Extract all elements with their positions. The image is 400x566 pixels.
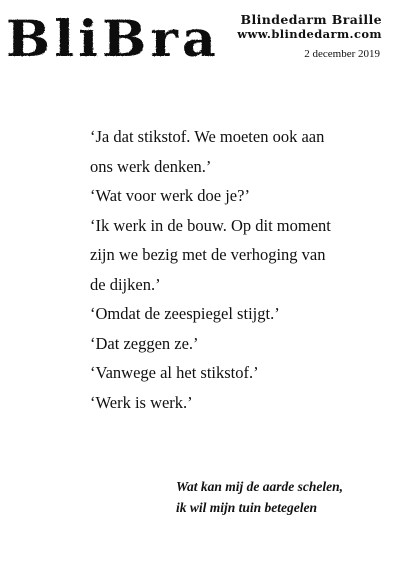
issue-date: 2 december 2019 [304, 48, 380, 60]
story-line: ‘Werk is werk.’ [90, 392, 193, 412]
story-line: ‘Vanwege al het stikstof.’ [90, 363, 259, 382]
story-line: ‘Dat zeggen ze.’ [90, 333, 199, 353]
website-link[interactable]: www.blindedarm.com [237, 27, 382, 41]
story-line: ‘Ik werk in de bouw. Op dit moment [90, 215, 331, 235]
story-line: ons werk denken.’ [90, 156, 212, 176]
story-line: zijn we bezig met de verhoging van [90, 245, 326, 264]
brand-name: Blindedarm Braille [240, 12, 382, 27]
motto-line: Wat kan mij de aarde schelen, [176, 479, 343, 494]
story-line: ‘Omdat de zeespiegel stijgt.’ [90, 304, 280, 323]
story-line: ‘Ja dat stikstof. We moeten ook aan [90, 127, 325, 146]
story-text [90, 122, 390, 417]
story-line: de dijken.’ [90, 274, 161, 294]
logo-wordmark: BliBra [6, 9, 220, 68]
masthead-info [182, 12, 382, 61]
motto-line: ik wil mijn tuin betegelen [176, 500, 318, 515]
closing-motto [176, 476, 391, 518]
story-line: ‘Wat voor werk doe je?’ [90, 186, 250, 205]
